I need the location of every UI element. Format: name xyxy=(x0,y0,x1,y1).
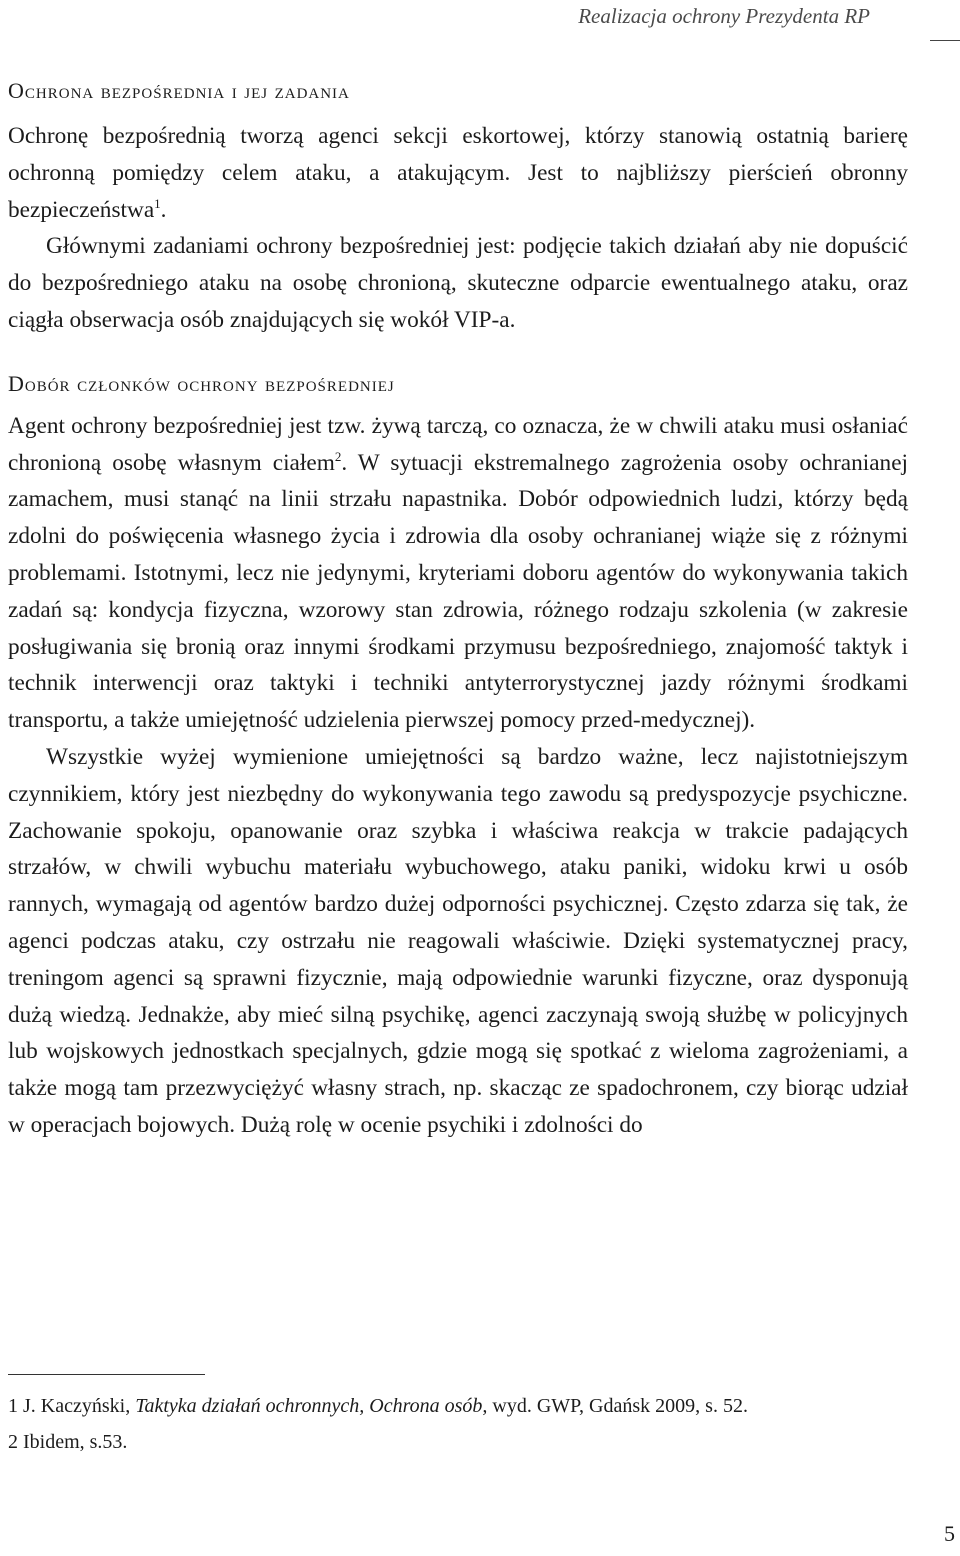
paragraph-tasks: Głównymi zadaniami ochrony bezpośredniej jest: podjęcie takich działań aby nie dopuścić do bezpośredniego ataku na osobę chronioną, skuteczne odparcie ewentualnego ataku, oraz ciągła obserwacja osób znajdujących się wokół VIP-a. xyxy=(8,233,908,333)
footnote-1-rest: wyd. GWP, Gdańsk 2009, s. 52. xyxy=(492,1395,748,1417)
footnote-1-num: 1 xyxy=(8,1395,18,1417)
footnote-2-num: 2 xyxy=(8,1431,18,1453)
footnotes xyxy=(8,1388,938,1460)
footnote-1-title: Taktyka działań ochronnych, Ochrona osób, xyxy=(135,1395,488,1417)
paragraph-intro-text: Ochronę bezpośrednią tworzą agenci sekcji eskortowej, którzy stanowią ostatnią barierę ochronną pomiędzy celem ataku, a atakującym. Jest to najbliższy pierścień obronny bezpieczeństwa xyxy=(8,123,908,223)
page-body xyxy=(8,76,908,1144)
paragraph-selection xyxy=(8,408,908,739)
footnote-2 xyxy=(8,1424,938,1460)
header-rule xyxy=(930,40,960,41)
paragraph-intro-end: . xyxy=(160,196,167,223)
paragraph-psychology: Wszystkie wyżej wymienione umiejętności są bardzo ważne, lecz najistotniejszym czynnikiem, który jest niezbędny do wykonywania tego zawodu są predyspozycje psychiczne. Zachowanie spokoju, opanowanie oraz szybka i właściwa reakcja w trakcie padających strzałów, w chwili wybuchu materiału wybuchowego, ataku paniki, widoku krwi u osób rannych, wymagają od agentów bardzo dużej odporności psychicznej. Często zdarza się tak, że agenci podczas ataku, czy ostrzału nie reagowali właściwie. Dzięki systematycznej pracy, treningom agenci są sprawni fizycznie, mają odpowiednie warunki fizyczne, oraz dysponują dużą wiedzą. Jednakże, aby mieć silną psychikę, agenci zaczynają swoją służbę w policyjnych lub wojskowych jednostkach specjalnych, gdzie mogą się spotkać z wieloma zagrożeniami, a także mogą tam przezwyciężyć własny strach, np. skacząc ze spadochronem, czy biorąc udział w operacjach bojowych. Dużą rolę w ocenie psychiki i zdolności do xyxy=(8,743,908,1138)
footnote-ref-2[interactable]: 2 xyxy=(334,448,342,464)
paragraph-selection-text-b: . W sytuacji ekstremalnego zagrożenia osoby ochranianej zamachem, musi stanąć na linii strzału napastnika. Dobór odpowiednich ludzi, którzy będą zdolni do poświęcenia własnego życia i zdrowia dla osoby ochranianej wiąże się z różnymi problemami. Istotnymi, lecz nie jedynymi, kryteriami doboru agentów do wykonywania takich zadań są: kondycja fizyczna, wzorowy stan zdrowia, różnego rodzaju szkolenia (w zakresie posługiwania się bronią oraz innymi środkami przymusu bezpośredniego, znajomość taktyk i technik interwencji oraz taktyki i techniki antyterrorystycznej jazdy różnymi środkami transportu, a także umiejętność udzielenia pierwszej pomocy przed-medycznej). xyxy=(8,449,909,734)
footnote-1-author: J. Kaczyński, xyxy=(23,1395,131,1417)
section-heading-direct-protection: Ochrona bezpośrednia i jej zadania xyxy=(8,78,350,103)
running-header: Realizacja ochrony Prezydenta RP xyxy=(578,4,870,28)
paragraph-intro xyxy=(8,118,908,228)
footnote-separator xyxy=(8,1374,205,1375)
footnote-ref-1[interactable]: 1 xyxy=(154,195,161,211)
section-heading-selection: Dobór członków ochrony bezpośredniej xyxy=(8,370,395,396)
footnote-2-text: Ibidem, s.53. xyxy=(23,1431,128,1453)
footnote-1 xyxy=(8,1388,938,1424)
paragraph-selection-text-a: Agent ochrony bezpośredniej jest tzw. żywą tarczą, co oznacza, że w chwili ataku musi osłaniać chronioną osobę własnym ciałem xyxy=(8,412,908,476)
page-number: 5 xyxy=(944,1521,955,1546)
